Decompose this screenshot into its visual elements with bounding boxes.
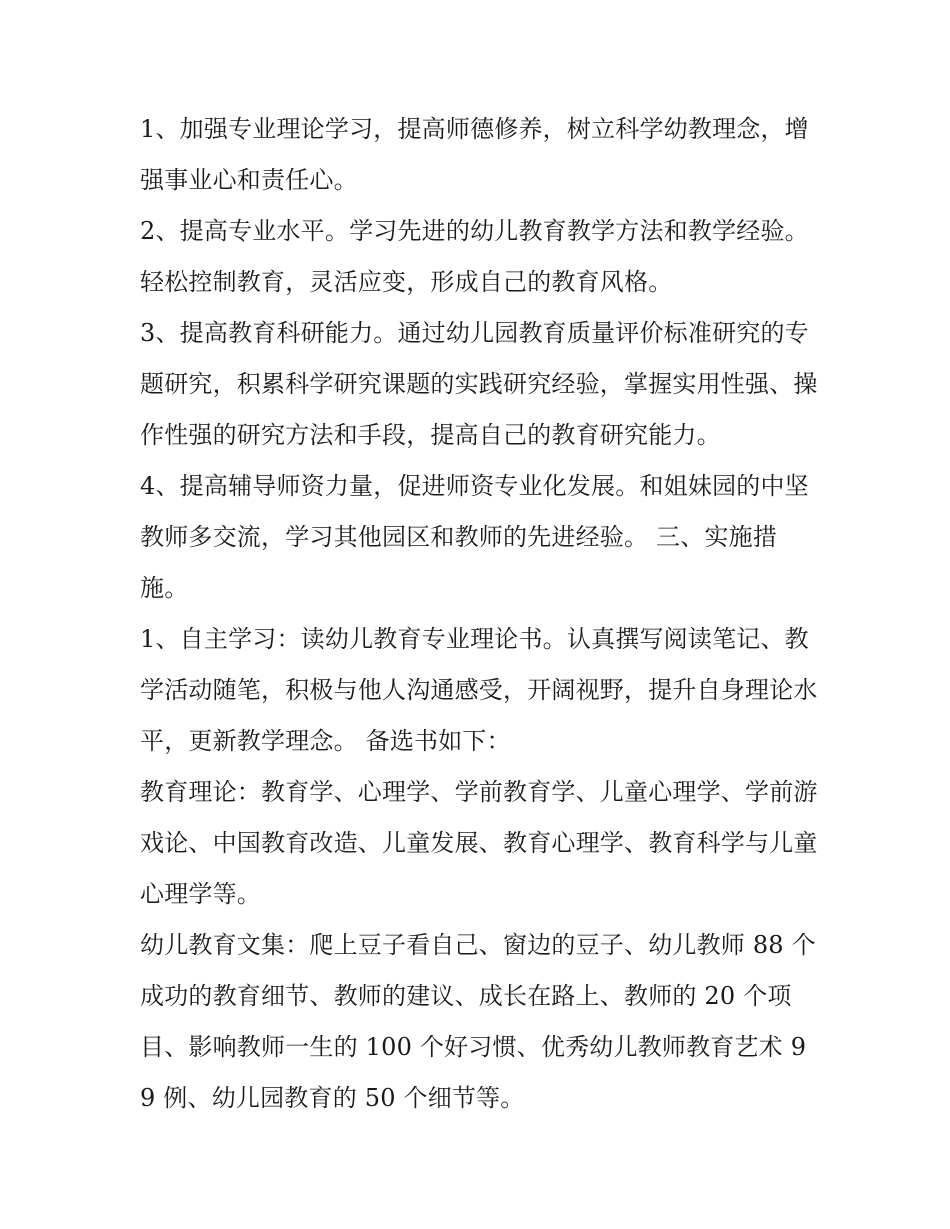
paragraph-goal-3: 3、提高教育科研能力。通过幼儿园教育质量评价标准研究的专题研究，积累科学研究课题的实践研究经验，掌握实用性强、操作性强的研究方法和手段，提高自己的教育研究能力。 (140, 319, 818, 449)
paragraph-goal-4: 4、提高辅导师资力量，促进师资专业化发展。和姐妹园的中坚教师多交流，学习其他园区和教师的先进经验。 三、实施措施。 (140, 472, 809, 602)
paragraph-education-theory: 教育理论：教育学、心理学、学前教育学、儿童心理学、学前游戏论、中国教育改造、儿童发展、教育心理学、教育科学与儿童心理学等。 (140, 778, 818, 908)
paragraph-early-education-collection: 幼儿教育文集：爬上豆子看自己、窗边的豆子、幼儿教师 88 个成功的教育细节、教师的建议、成长在路上、教师的 20 个项目、影响教师一生的 100 个好习惯、优秀幼儿教师教育艺术 99 例、幼儿园教育的 50 个细节等。 (140, 931, 816, 1112)
paragraph-goal-2: 2、提高专业水平。学习先进的幼儿教育教学方法和教学经验。轻松控制教育，灵活应变，形成自己的教育风格。 (140, 217, 809, 296)
paragraph-goal-1: 1、加强专业理论学习，提高师德修养，树立科学幼教理念，增强事业心和责任心。 (140, 115, 809, 194)
document-body (140, 104, 820, 1124)
paragraph-measure-1: 1、自主学习：读幼儿教育专业理论书。认真撰写阅读笔记、教学活动随笔，积极与他人沟通感受，开阔视野，提升自身理论水平，更新教学理念。 备选书如下： (140, 625, 818, 755)
